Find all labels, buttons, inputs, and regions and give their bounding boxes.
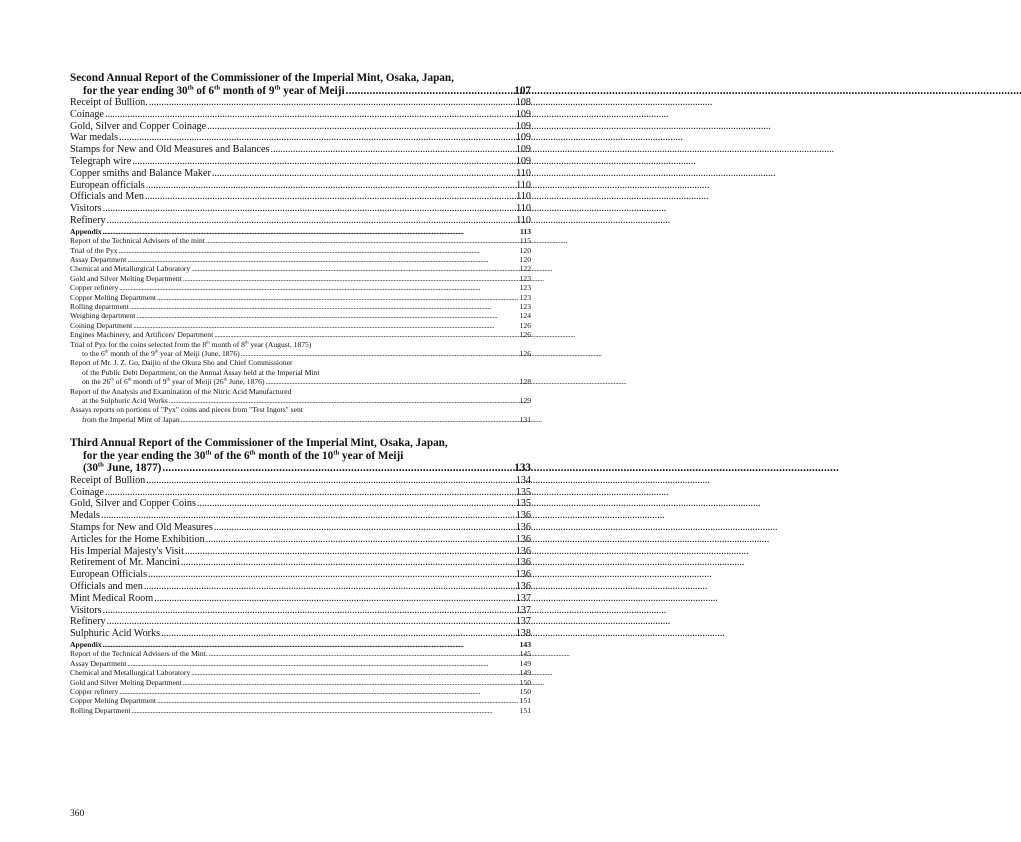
toc-page-number: 123 bbox=[519, 302, 531, 312]
toc-entry bbox=[70, 522, 531, 534]
toc-page-number: 120 bbox=[519, 254, 531, 264]
toc-entry-title: Rolling Department bbox=[70, 705, 131, 715]
toc-entry-title: Articles for the Home Exhibition bbox=[70, 533, 205, 545]
appendix-sub-entry bbox=[70, 330, 531, 339]
dot-leader bbox=[191, 668, 518, 677]
dot-leader bbox=[146, 475, 514, 487]
toc-entry-title: Stamps for New and Old Measures and Balances bbox=[70, 144, 270, 156]
dot-leader bbox=[241, 349, 519, 358]
appendix-entry bbox=[70, 227, 531, 236]
entry-line: at the Sulphuric Acid Works bbox=[82, 396, 168, 406]
toc-entry-title: Assay Department bbox=[70, 658, 127, 668]
toc-page-number: 115 bbox=[519, 236, 531, 246]
toc-entry-title: Receipt of Bullion. bbox=[70, 97, 148, 108]
dot-leader bbox=[132, 706, 519, 715]
toc-entry-title: Visitors bbox=[70, 203, 102, 215]
dot-leader bbox=[119, 246, 519, 255]
toc-entry bbox=[70, 581, 531, 593]
toc-entry-title: Appendix bbox=[70, 226, 102, 236]
dot-leader bbox=[209, 649, 519, 658]
toc-page-number: 123 bbox=[519, 273, 531, 283]
toc-entry bbox=[70, 203, 531, 215]
appendix-multiline-entry bbox=[70, 405, 531, 414]
toc-page-number: 110 bbox=[516, 203, 531, 215]
toc-entry-title: Assay Department bbox=[70, 254, 127, 264]
toc-entry-title: Refinery bbox=[70, 616, 106, 628]
toc-page-number: 137 bbox=[515, 604, 531, 616]
toc-entry bbox=[70, 121, 531, 133]
dot-leader bbox=[148, 569, 515, 581]
entry-line-last bbox=[70, 415, 531, 424]
toc-page-number: 149 bbox=[519, 658, 531, 668]
appendix-sub-entry bbox=[70, 706, 531, 715]
dot-leader bbox=[266, 377, 519, 386]
dot-leader bbox=[181, 557, 515, 569]
entry-line: from the Imperial Mint of Japan bbox=[82, 414, 180, 424]
toc-page-number: 110 bbox=[516, 167, 531, 179]
dot-leader bbox=[119, 687, 518, 696]
dot-leader bbox=[103, 227, 519, 236]
toc-page-number: 136 bbox=[515, 510, 531, 522]
dot-leader bbox=[206, 236, 519, 245]
dot-leader bbox=[132, 156, 514, 168]
appendix-sub-entry bbox=[70, 311, 531, 320]
section-page-number: 133 bbox=[514, 462, 531, 475]
report-section bbox=[70, 72, 531, 424]
dot-leader bbox=[183, 274, 519, 283]
toc-page-number: 143 bbox=[519, 639, 531, 649]
toc-page-number: 137 bbox=[515, 592, 531, 604]
toc-entry bbox=[70, 191, 531, 203]
dot-leader bbox=[130, 302, 519, 311]
table-of-contents bbox=[70, 72, 531, 728]
toc-entry bbox=[70, 180, 531, 192]
toc-entry bbox=[70, 605, 531, 617]
toc-page-number: 120 bbox=[519, 245, 531, 255]
toc-entry bbox=[70, 546, 531, 558]
dot-leader bbox=[157, 293, 519, 302]
toc-entry-title: Coinage bbox=[70, 486, 104, 498]
toc-entry-title: His Imperial Majesty's Visit bbox=[70, 545, 184, 557]
toc-page-number: 123 bbox=[519, 283, 531, 293]
toc-page-number: 145 bbox=[519, 649, 531, 659]
appendix-sub-entry bbox=[70, 246, 531, 255]
toc-entry-title: Retirement of Mr. Mancini bbox=[70, 557, 180, 569]
entry-line: Report of the Analysis and Examination of the Nitric Acid Manufactured bbox=[70, 386, 292, 396]
toc-page-number: 136 bbox=[515, 557, 531, 569]
dot-leader bbox=[270, 144, 514, 156]
toc-entry bbox=[70, 475, 531, 487]
toc-page-number: 110 bbox=[516, 191, 531, 203]
toc-page-number: 135 bbox=[515, 486, 531, 498]
dot-leader bbox=[119, 283, 518, 292]
toc-entry bbox=[70, 132, 531, 144]
toc-entry-title: Refinery bbox=[70, 214, 106, 226]
toc-entry-title: Copper Melting Department bbox=[70, 292, 157, 302]
heading-line: Third Annual Report of the Commissioner of the Imperial Mint, Osaka, Japan, bbox=[70, 437, 448, 450]
dot-leader bbox=[103, 203, 515, 215]
dot-leader bbox=[105, 487, 515, 499]
section-heading bbox=[70, 72, 531, 85]
toc-entry-title: Medals bbox=[70, 510, 100, 522]
toc-entry bbox=[70, 569, 531, 581]
toc-page-number: 136 bbox=[515, 533, 531, 545]
toc-entry bbox=[70, 498, 531, 510]
entry-line: Report of Mr. J. Z. Go, Daijio of the Okura Sho and Chief Commissioner bbox=[70, 358, 293, 368]
dot-leader bbox=[212, 168, 515, 180]
toc-entry bbox=[70, 628, 531, 640]
dot-leader bbox=[127, 659, 518, 668]
appendix-sub-entry bbox=[70, 283, 531, 292]
report-section bbox=[70, 437, 531, 715]
dot-leader bbox=[191, 264, 518, 273]
dot-leader bbox=[136, 311, 518, 320]
toc-page-number: 110 bbox=[516, 179, 531, 191]
toc-page-number: 109 bbox=[515, 108, 531, 120]
toc-page-number: 109 bbox=[515, 132, 531, 144]
toc-entry bbox=[70, 168, 531, 180]
toc-entry-title: Trial of the Pyx bbox=[70, 245, 118, 255]
dot-leader bbox=[206, 534, 515, 546]
toc-entry bbox=[70, 557, 531, 569]
toc-entry-title: Officials and Men bbox=[70, 191, 144, 203]
toc-entry bbox=[70, 156, 531, 168]
toc-page-number: 136 bbox=[515, 569, 531, 581]
dot-leader bbox=[133, 321, 518, 330]
toc-page-number: 135 bbox=[515, 498, 531, 510]
toc-entry-title: Mint Medical Room bbox=[70, 592, 154, 604]
appendix-multiline-entry bbox=[70, 340, 531, 349]
appendix-sub-entry bbox=[70, 687, 531, 696]
appendix-sub-entry bbox=[70, 236, 531, 245]
dot-leader bbox=[127, 255, 518, 264]
toc-entry-title: Telegraph wire bbox=[70, 155, 132, 167]
heading-line: (30th June, 1877) bbox=[83, 461, 162, 475]
page-number: 360 bbox=[70, 809, 85, 819]
toc-entry-title: Gold and Silver Melting Department bbox=[70, 273, 182, 283]
toc-entry bbox=[70, 534, 531, 546]
toc-entry-title: Gold and Silver Melting Department bbox=[70, 677, 182, 687]
toc-page-number: 109 bbox=[515, 144, 531, 156]
dot-leader bbox=[146, 180, 515, 192]
toc-entry-title: Rolling department bbox=[70, 302, 129, 312]
toc-entry bbox=[70, 593, 531, 605]
toc-entry-title: Coinage bbox=[70, 108, 104, 120]
toc-page-number: 131 bbox=[519, 414, 531, 424]
toc-entry-title: Copper Melting Department bbox=[70, 696, 157, 706]
appendix-multiline-entry bbox=[70, 358, 531, 377]
toc-page-number: 150 bbox=[519, 677, 531, 687]
dot-leader bbox=[107, 215, 515, 227]
appendix-entry bbox=[70, 640, 531, 649]
toc-page-number: 128 bbox=[519, 377, 531, 387]
dot-leader bbox=[181, 415, 519, 424]
toc-entry-title: Gold, Silver and Copper Coinage bbox=[70, 120, 207, 132]
toc-page-number: 109 bbox=[515, 155, 531, 167]
dot-leader bbox=[107, 616, 515, 628]
toc-entry-title: Appendix bbox=[70, 639, 102, 649]
toc-page-number: 136 bbox=[515, 521, 531, 533]
entry-line: of the Public Debt Department, on the Annual Assay held at the Imperial Mint bbox=[82, 367, 320, 377]
toc-entry bbox=[70, 97, 531, 109]
heading-line: for the year ending 30th of 6th month of 9th year of Meiji bbox=[83, 83, 345, 97]
appendix-sub-entry bbox=[70, 668, 531, 677]
toc-entry-title: Copper refinery bbox=[70, 283, 119, 293]
toc-page-number: 126 bbox=[519, 330, 531, 340]
toc-entry bbox=[70, 616, 531, 628]
entry-line: on the 26th of 6th month of 9th year of Meiji (26th June, 1876) bbox=[82, 376, 265, 387]
toc-page-number: 151 bbox=[519, 705, 531, 715]
dot-leader bbox=[162, 462, 513, 475]
dot-leader bbox=[185, 546, 515, 558]
toc-page-number: 122 bbox=[519, 264, 531, 274]
toc-entry-title: Weighing department bbox=[70, 311, 136, 321]
appendix-sub-entry bbox=[70, 678, 531, 687]
toc-page-number: 109 bbox=[515, 120, 531, 132]
dot-leader bbox=[346, 85, 514, 98]
dot-leader bbox=[214, 522, 515, 534]
toc-entry-title: European officials bbox=[70, 179, 145, 191]
appendix-sub-entry bbox=[70, 264, 531, 273]
toc-page-number: 151 bbox=[519, 696, 531, 706]
section-page-number: 107 bbox=[514, 84, 531, 97]
dot-leader bbox=[169, 396, 519, 405]
toc-page-number: 113 bbox=[520, 226, 531, 236]
toc-page-number: 136 bbox=[515, 545, 531, 557]
entry-line-last bbox=[70, 396, 531, 405]
appendix-sub-entry bbox=[70, 696, 531, 705]
toc-entry bbox=[70, 215, 531, 227]
toc-entry-title: Gold, Silver and Copper Coins bbox=[70, 498, 196, 510]
toc-entry-title: Engines Machinery, and Artificers' Department bbox=[70, 330, 214, 340]
dot-leader bbox=[101, 510, 515, 522]
dot-leader bbox=[103, 640, 519, 649]
entry-line-last bbox=[70, 377, 531, 386]
toc-entry-title: Officials and men bbox=[70, 580, 143, 592]
dot-leader bbox=[214, 330, 518, 339]
appendix-sub-entry bbox=[70, 649, 531, 658]
entry-line: Trial of Pyx for the coins selected from the 8th month of 8th year (August, 1875) bbox=[70, 339, 312, 349]
dot-leader bbox=[149, 97, 515, 109]
dot-leader bbox=[157, 696, 519, 705]
dot-leader bbox=[144, 581, 515, 593]
appendix-sub-entry bbox=[70, 659, 531, 668]
toc-page-number: 134 bbox=[515, 474, 531, 486]
dot-leader bbox=[161, 628, 515, 640]
entry-line: Assays reports on portions of "Pyx" coins and pieces from "Test Ingots" sent bbox=[70, 405, 303, 415]
entry-line-last bbox=[70, 349, 531, 358]
toc-entry-title: Copper smiths and Balance Maker bbox=[70, 167, 211, 179]
toc-entry bbox=[70, 510, 531, 522]
section-heading-lastline bbox=[70, 85, 531, 98]
toc-entry-title: Report of the Technical Advisers of the mint bbox=[70, 236, 205, 246]
toc-page-number: 136 bbox=[515, 580, 531, 592]
toc-entry-title: Chemical and Metallurgical Laboratory bbox=[70, 668, 191, 678]
dot-leader bbox=[103, 605, 515, 617]
toc-page-number: 124 bbox=[519, 311, 531, 321]
dot-leader bbox=[145, 191, 515, 203]
dot-leader bbox=[207, 121, 515, 133]
toc-entry-title: Chemical and Metallurgical Laboratory bbox=[70, 264, 191, 274]
appendix-sub-entry bbox=[70, 302, 531, 311]
toc-entry-title: Report of the Technical Advisers of the Mint. bbox=[70, 649, 208, 659]
toc-page-number: 123 bbox=[519, 292, 531, 302]
section-heading bbox=[70, 437, 531, 462]
toc-page-number: 149 bbox=[519, 668, 531, 678]
toc-entry-title: Visitors bbox=[70, 604, 102, 616]
entry-line: to the 6th month of the 9th year of Meiji (June, 1876) bbox=[82, 348, 240, 359]
toc-page-number: 110 bbox=[516, 214, 531, 226]
toc-page-number: 150 bbox=[519, 686, 531, 696]
dot-leader bbox=[197, 498, 515, 510]
appendix-sub-entry bbox=[70, 274, 531, 283]
heading-line: for the year ending the 30th of the 6th month of the 10th year of Meiji bbox=[83, 449, 404, 462]
appendix-sub-entry bbox=[70, 255, 531, 264]
dot-leader bbox=[119, 132, 515, 144]
heading-line: Second Annual Report of the Commissioner of the Imperial Mint, Osaka, Japan, bbox=[70, 72, 454, 84]
toc-page-number: 126 bbox=[519, 320, 531, 330]
toc-page-number: 138 bbox=[515, 628, 531, 640]
toc-entry-title: War medals bbox=[70, 132, 119, 144]
toc-entry-title: Stamps for New and Old Measures bbox=[70, 521, 213, 533]
toc-entry-title: Receipt of Bullion bbox=[70, 474, 146, 486]
toc-entry bbox=[70, 487, 531, 499]
dot-leader bbox=[183, 678, 519, 687]
toc-entry-title: Sulphuric Acid Works bbox=[70, 628, 161, 640]
toc-page-number: 108 bbox=[515, 97, 531, 108]
toc-entry bbox=[70, 144, 531, 156]
toc-entry-title: Copper refinery bbox=[70, 686, 119, 696]
dot-leader bbox=[105, 109, 515, 121]
toc-entry bbox=[70, 109, 531, 121]
appendix-multiline-entry bbox=[70, 387, 531, 396]
dot-leader bbox=[154, 593, 515, 605]
toc-entry-title: Coining Department bbox=[70, 320, 133, 330]
appendix-sub-entry bbox=[70, 321, 531, 330]
toc-entry-title: European Officials bbox=[70, 569, 148, 581]
toc-page-number: 126 bbox=[519, 349, 531, 359]
toc-page-number: 137 bbox=[515, 616, 531, 628]
section-heading-lastline bbox=[70, 462, 531, 475]
toc-page-number: 129 bbox=[519, 396, 531, 406]
appendix-sub-entry bbox=[70, 293, 531, 302]
